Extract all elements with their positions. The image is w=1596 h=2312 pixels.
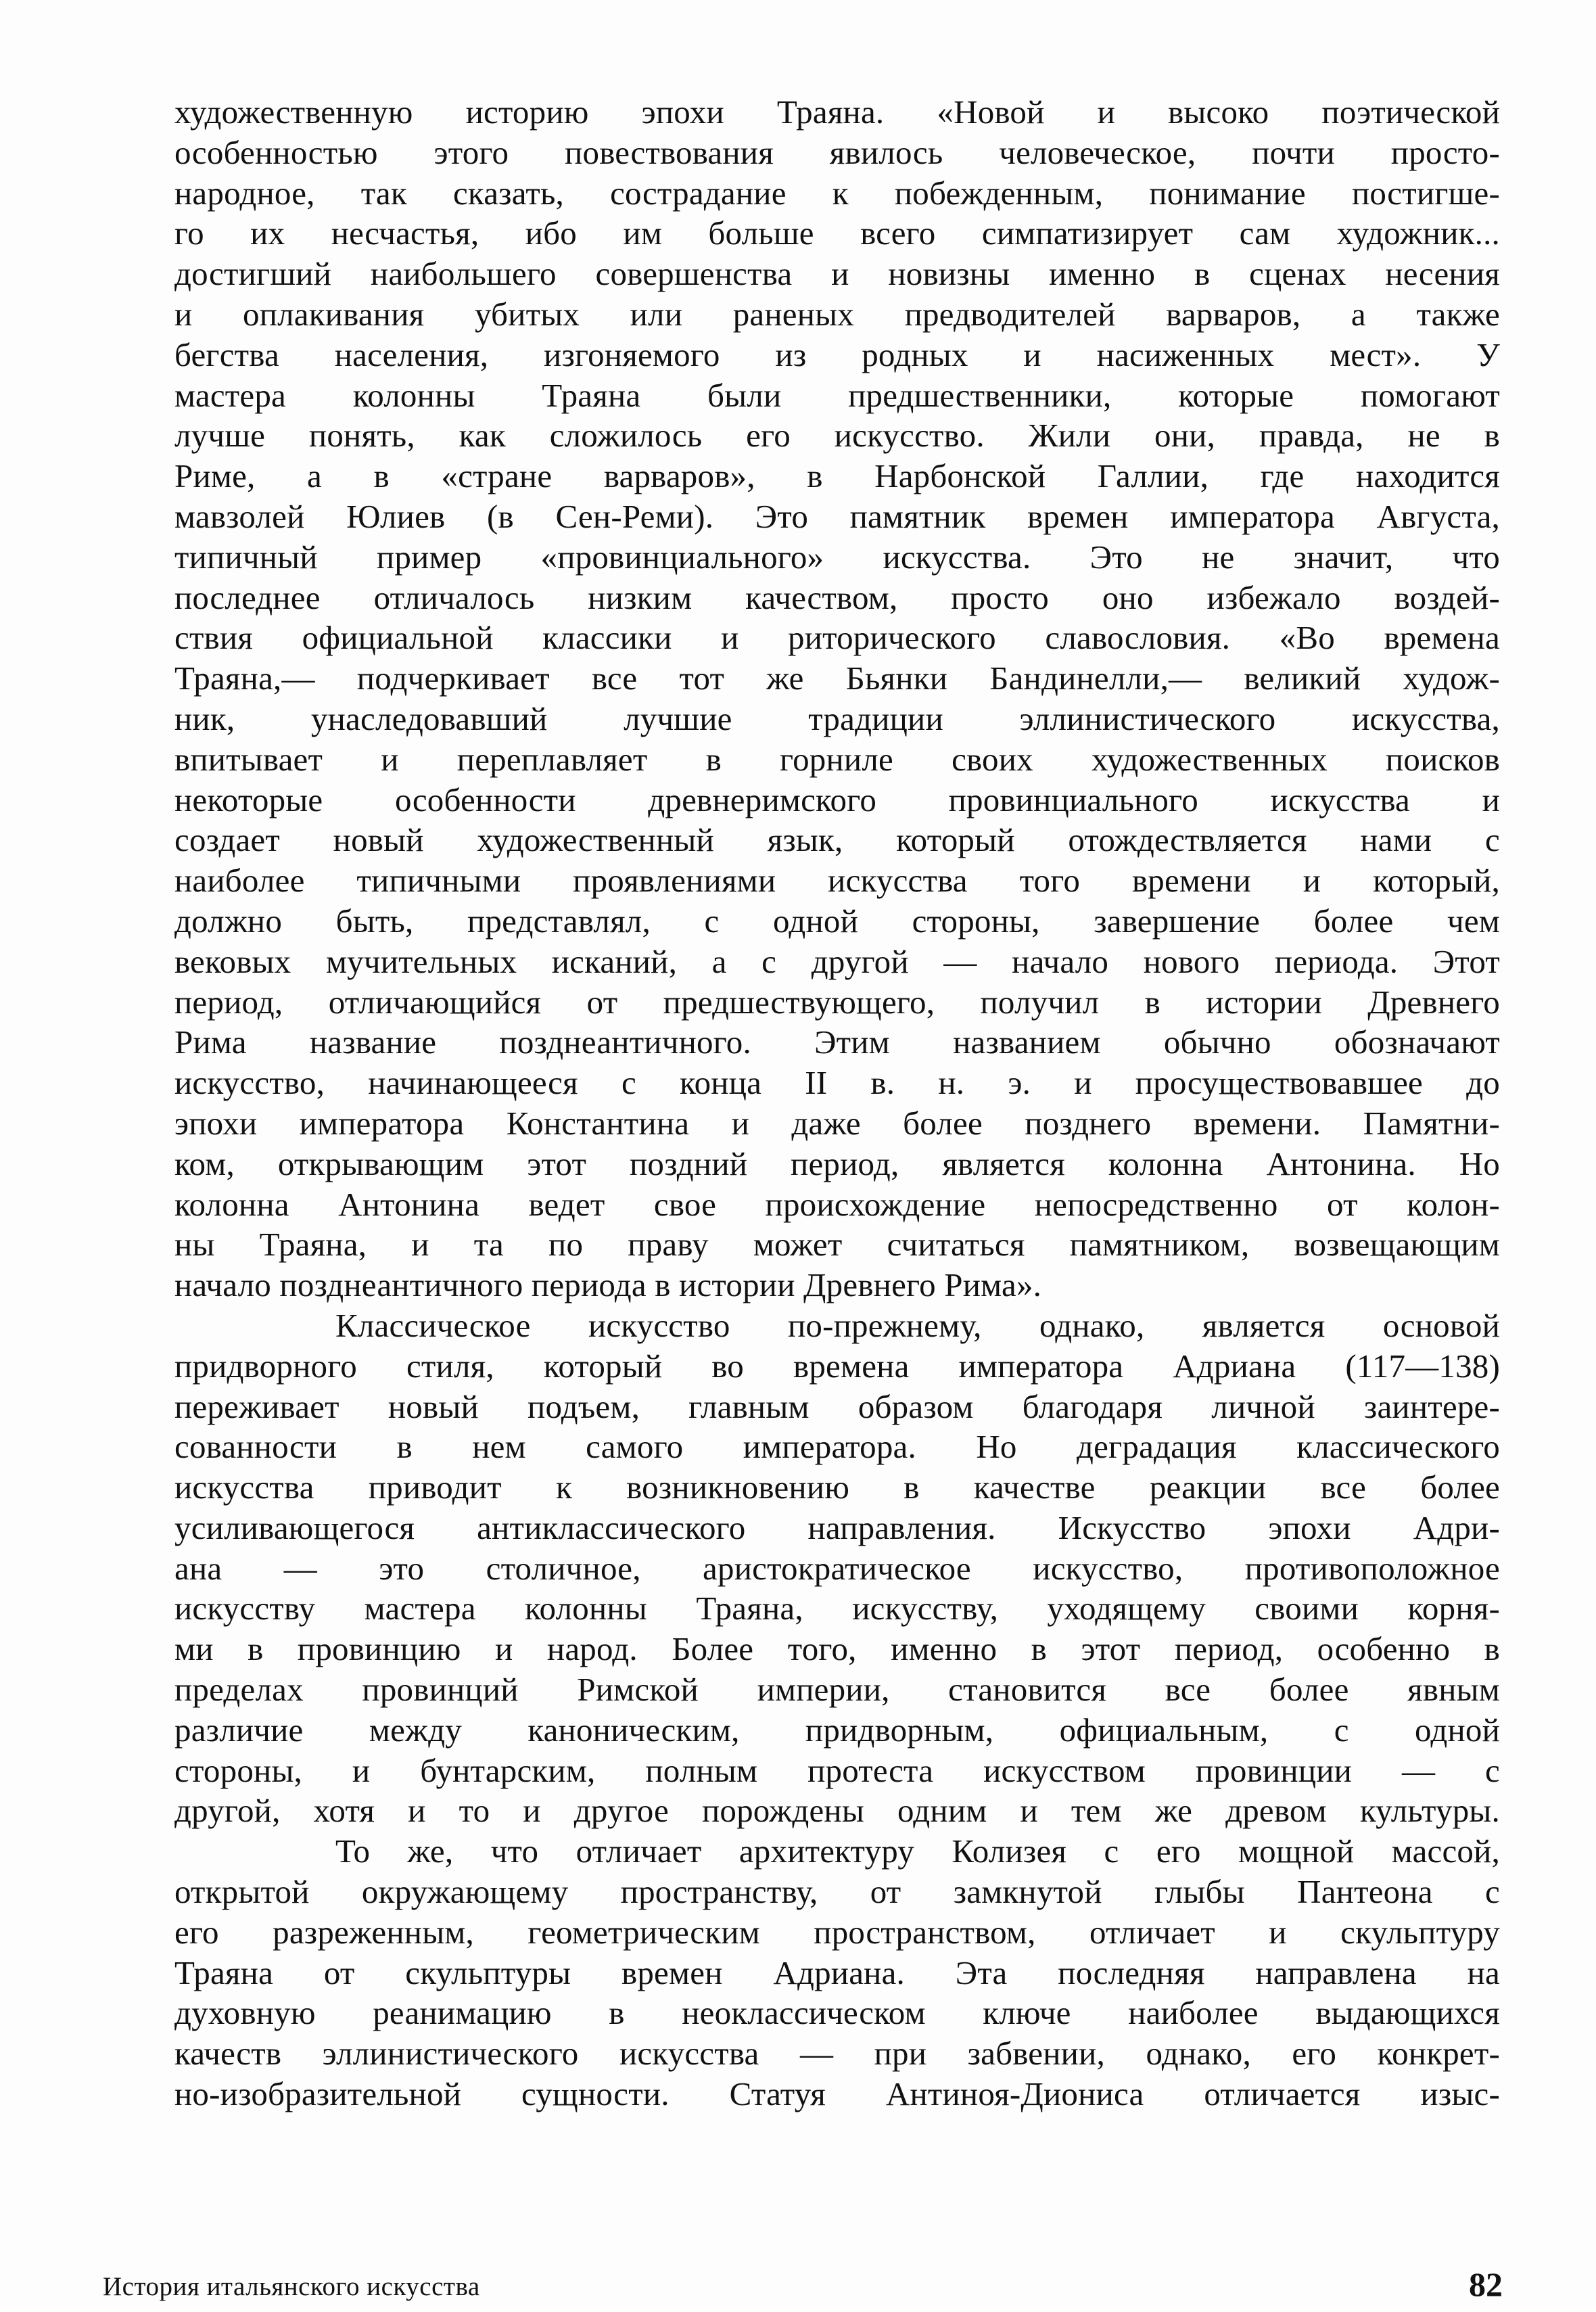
text-line: колонна Антонина ведет свое происхождение непосредственно от колон- — [174, 1185, 1500, 1223]
text-line: эпохи императора Константина и даже более позднего времени. Памятни- — [174, 1104, 1500, 1142]
text-line: различие между каноническим, придворным, официальным, с одной — [174, 1711, 1500, 1749]
text-line: переживает новый подъем, главным образом благодаря личной заинтере- — [174, 1387, 1500, 1425]
text-line: особенностью этого повествования явилось человеческое, почти просто- — [174, 133, 1500, 171]
text-line: придворного стиля, который во времена императора Адриана (117—138) — [174, 1347, 1500, 1385]
text-line: период, отличающийся от предшествующего, получил в истории Древнего — [174, 983, 1500, 1021]
text-line: мастера колонны Траяна были предшественники, которые помогают — [174, 376, 1500, 414]
body-text — [174, 92, 1500, 2114]
paragraph-first-line: То же, что отличает архитектуру Колизея с его мощной массой, — [335, 1832, 1500, 1870]
text-line: впитывает и переплавляет в горниле своих художественных поисков — [174, 740, 1500, 778]
paragraph-end-line: начало позднеантичного периода в истории Древнего Рима». — [174, 1266, 1042, 1304]
text-line: лучше понять, как сложилось его искусство. Жили они, правда, не в — [174, 417, 1500, 455]
text-line: Рима название позднеантичного. Этим названием обычно обозначают — [174, 1023, 1500, 1061]
text-line: создает новый художественный язык, который отождествляется нами с — [174, 821, 1500, 859]
text-line: искусству мастера колонны Траяна, искусству, уходящему своими корня- — [174, 1590, 1500, 1627]
text-line: искусство, начинающееся с конца II в. н. э. и просуществовавшее до — [174, 1064, 1500, 1102]
text-line: и оплакивания убитых или раненых предводителей варваров, а также — [174, 295, 1500, 333]
page-footer — [103, 2265, 1503, 2312]
text-line: стороны, и бунтарским, полным протеста искусством провинции — с — [174, 1751, 1500, 1789]
text-line: ствия официальной классики и риторического славословия. «Во времена — [174, 619, 1500, 657]
text-line: достигший наибольшего совершенства и новизны именно в сценах несения — [174, 255, 1500, 293]
text-line: духовную реанимацию в неоклассическом ключе наиболее выдающихся — [174, 1994, 1500, 2032]
text-line: художественную историю эпохи Траяна. «Новой и высоко поэтической — [174, 93, 1500, 131]
page-number: 82 — [1469, 2265, 1503, 2303]
text-line: бегства населения, изгоняемого из родных и насиженных мест». У — [174, 336, 1500, 373]
text-line: последнее отличалось низким качеством, просто оно избежало воздей- — [174, 578, 1500, 616]
text-line: народное, так сказать, сострадание к побежденным, понимание постигше- — [174, 174, 1500, 212]
text-line: Траяна от скульптуры времен Адриана. Эта последняя направлена на — [174, 1953, 1500, 1991]
text-line: но-изобразительной сущности. Статуя Антиноя-Диониса отличается изыс- — [174, 2075, 1500, 2113]
text-line: искусства приводит к возникновению в качестве реакции все более — [174, 1469, 1500, 1506]
text-line: вековых мучительных исканий, а с другой — начало нового периода. Этот — [174, 942, 1500, 980]
text-line: го их несчастья, ибо им больше всего симпатизирует сам художник... — [174, 214, 1500, 252]
text-line: его разреженным, геометрическим пространством, отличает и скульптуру — [174, 1913, 1500, 1951]
text-line: качеств эллинистического искусства — при забвении, однако, его конкрет- — [174, 2035, 1500, 2073]
text-line: Траяна,— подчеркивает все тот же Бьянки Бандинелли,— великий худож- — [174, 660, 1500, 697]
text-line: открытой окружающему пространству, от замкнутой глыбы Пантеона с — [174, 1873, 1500, 1911]
text-line: ник, унаследовавший лучшие традиции эллинистического искусства, — [174, 699, 1500, 737]
paragraph-end-line: другой, хотя и то и другое порождены одним и тем же древом культуры. — [174, 1792, 1500, 1830]
text-line: наиболее типичными проявлениями искусства того времени и который, — [174, 862, 1500, 900]
text-line: сованности в нем самого императора. Но деградация классического — [174, 1428, 1500, 1466]
text-line: ны Траяна, и та по праву может считаться памятником, возвещающим — [174, 1226, 1500, 1264]
text-line: ми в провинцию и народ. Более того, именно в этот период, особенно в — [174, 1630, 1500, 1668]
text-line: Риме, а в «стране варваров», в Нарбонской Галлии, где находится — [174, 457, 1500, 495]
paragraph-first-line: Классическое искусство по-прежнему, однако, является основой — [335, 1306, 1500, 1344]
text-line: должно быть, представлял, с одной стороны, завершение более чем — [174, 902, 1500, 940]
text-line: мавзолей Юлиев (в Сен-Реми). Это памятник времен императора Августа, — [174, 497, 1500, 535]
text-line: типичный пример «провинциального» искусства. Это не значит, что — [174, 538, 1500, 576]
text-line: ана — это столичное, аристократическое искусство, противоположное — [174, 1549, 1500, 1587]
text-line: ком, открывающим этот поздний период, является колонна Антонина. Но — [174, 1145, 1500, 1182]
text-line: пределах провинций Римской империи, становится все более явным — [174, 1671, 1500, 1709]
text-line: некоторые особенности древнеримского провинциального искусства и — [174, 781, 1500, 818]
text-line: усиливающегося антиклассического направления. Искусство эпохи Адри- — [174, 1508, 1500, 1546]
running-footer-title: История итальянского искусства — [103, 2272, 480, 2301]
